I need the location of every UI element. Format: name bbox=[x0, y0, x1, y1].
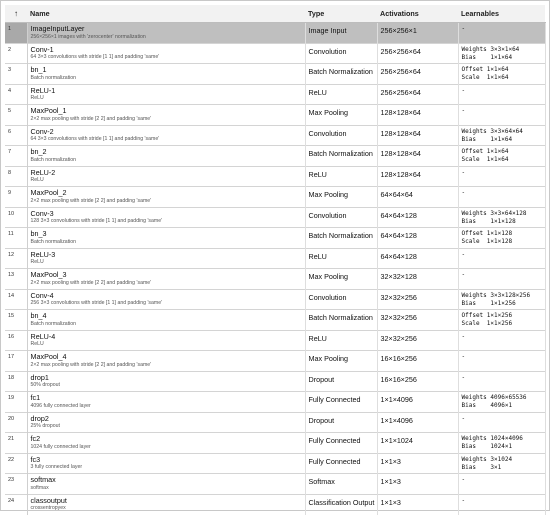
column-header-name[interactable]: Name bbox=[27, 5, 305, 23]
row-index: 19 bbox=[5, 392, 27, 413]
learnable-entry: - bbox=[461, 271, 466, 278]
layer-learnables bbox=[458, 64, 545, 85]
layer-activations: 1×1×3 bbox=[377, 494, 458, 515]
table-row[interactable] bbox=[5, 64, 545, 85]
learnable-entry: Scale 1×1×128 bbox=[461, 238, 513, 245]
table-row[interactable] bbox=[5, 269, 545, 290]
layer-type: Dropout bbox=[305, 412, 377, 433]
layer-activations: 32×32×256 bbox=[377, 310, 458, 331]
layer-learnables bbox=[458, 371, 545, 392]
layer-learnables bbox=[458, 412, 545, 433]
layer-name-cell bbox=[27, 269, 305, 290]
table-row[interactable] bbox=[5, 207, 545, 228]
layer-activations: 16×16×256 bbox=[377, 351, 458, 372]
layer-learnables bbox=[458, 228, 545, 249]
learnable-entry: Bias 1024×1 bbox=[461, 443, 513, 450]
layer-name-cell bbox=[27, 248, 305, 269]
learnable-entry: Offset 1×1×128 bbox=[461, 230, 513, 237]
layer-type: Batch Normalization bbox=[305, 64, 377, 85]
layer-name-cell bbox=[27, 392, 305, 413]
layer-name-cell bbox=[27, 187, 305, 208]
layer-name: bn_1 bbox=[30, 65, 47, 74]
layer-learnables bbox=[458, 453, 545, 474]
layer-name: fc3 bbox=[30, 454, 41, 464]
layer-activations: 16×16×256 bbox=[377, 371, 458, 392]
layer-name-cell bbox=[27, 371, 305, 392]
layer-type: Batch Normalization bbox=[305, 310, 377, 331]
table-row[interactable] bbox=[5, 228, 545, 249]
row-index: 18 bbox=[5, 371, 27, 392]
row-index: 22 bbox=[5, 453, 27, 474]
table-row[interactable] bbox=[5, 433, 545, 454]
row-index: 23 bbox=[5, 474, 27, 495]
learnable-entry: - bbox=[461, 250, 466, 258]
row-index: 17 bbox=[5, 351, 27, 372]
layer-name-cell bbox=[27, 23, 305, 44]
layer-name-cell bbox=[27, 43, 305, 64]
layer-activations: 128×128×64 bbox=[377, 105, 458, 126]
row-index: 15 bbox=[5, 310, 27, 331]
layer-activations: 256×256×64 bbox=[377, 64, 458, 85]
layer-activations: 64×64×64 bbox=[377, 187, 458, 208]
table-row[interactable] bbox=[5, 412, 545, 433]
layer-name: Conv-2 bbox=[30, 126, 54, 136]
layer-type: Fully Connected bbox=[305, 392, 377, 413]
learnable-entry: Bias 1×1×64 bbox=[461, 53, 513, 61]
learnable-entry: Scale 1×1×64 bbox=[461, 156, 509, 163]
layer-activations: 32×32×256 bbox=[377, 289, 458, 310]
layer-activations: 1×1×3 bbox=[377, 474, 458, 495]
layer-type: Softmax bbox=[305, 474, 377, 495]
learnable-entry: - bbox=[461, 189, 466, 196]
table-row[interactable] bbox=[5, 289, 545, 310]
row-index: 11 bbox=[5, 228, 27, 249]
layer-name: MaxPool_3 bbox=[30, 270, 67, 279]
layer-name: drop1 bbox=[30, 372, 49, 382]
learnable-entry: - bbox=[461, 476, 466, 483]
layer-name: drop2 bbox=[30, 413, 49, 423]
layer-learnables bbox=[458, 187, 545, 208]
layer-name-cell bbox=[27, 146, 305, 167]
layer-description: 3 fully connected layer bbox=[30, 464, 83, 470]
layer-name-cell bbox=[27, 494, 305, 515]
learnable-entry: Offset 1×1×64 bbox=[461, 66, 509, 73]
row-index: 14 bbox=[5, 289, 27, 310]
layer-learnables bbox=[458, 494, 545, 515]
layer-type: Max Pooling bbox=[305, 187, 377, 208]
learnable-entry: - bbox=[461, 107, 466, 114]
layer-name-cell bbox=[27, 289, 305, 310]
table-row[interactable] bbox=[5, 371, 545, 392]
learnable-entry: Bias 1×1×256 bbox=[461, 299, 516, 307]
layer-type: Dropout bbox=[305, 371, 377, 392]
layer-type: Convolution bbox=[305, 43, 377, 64]
layer-learnables bbox=[458, 84, 545, 105]
layer-name-cell bbox=[27, 474, 305, 495]
layer-type: Image Input bbox=[305, 23, 377, 44]
layer-type: Batch Normalization bbox=[305, 228, 377, 249]
layer-type: Max Pooling bbox=[305, 351, 377, 372]
layer-type: Fully Connected bbox=[305, 453, 377, 474]
layer-name-cell bbox=[27, 84, 305, 105]
layer-name: bn_2 bbox=[30, 147, 47, 156]
layer-type: Classification Output bbox=[305, 494, 377, 515]
learnable-entry: - bbox=[461, 25, 466, 32]
layer-name-cell bbox=[27, 310, 305, 331]
layer-name: MaxPool_1 bbox=[30, 106, 67, 115]
layer-type: Convolution bbox=[305, 289, 377, 310]
layer-type: ReLU bbox=[305, 84, 377, 105]
layer-name: ReLU-3 bbox=[30, 249, 56, 259]
layer-learnables bbox=[458, 248, 545, 269]
layer-description: 2×2 max pooling with stride [2 2] and padding 'same' bbox=[30, 115, 152, 122]
layer-activations: 1×1×1024 bbox=[377, 433, 458, 454]
table-row[interactable] bbox=[5, 146, 545, 167]
layer-learnables bbox=[458, 310, 545, 331]
learnable-entry: - bbox=[461, 414, 466, 422]
learnable-entry: Scale 1×1×256 bbox=[461, 320, 513, 327]
learnable-entry: Offset 1×1×64 bbox=[461, 148, 509, 155]
learnable-entry: - bbox=[461, 332, 466, 340]
layer-description: ReLU bbox=[30, 95, 44, 101]
layer-name: Conv-1 bbox=[30, 44, 54, 54]
layer-name: MaxPool_4 bbox=[30, 352, 67, 361]
learnable-entry: Weights 3×3×64×64 bbox=[461, 127, 523, 135]
layer-description: 64 3×3 convolutions with stride [1 1] and padding 'same' bbox=[30, 136, 160, 142]
layer-type: Convolution bbox=[305, 125, 377, 146]
layer-description: ReLU bbox=[30, 177, 44, 183]
row-index: 6 bbox=[5, 125, 27, 146]
layer-activations: 64×64×128 bbox=[377, 207, 458, 228]
layer-learnables bbox=[458, 474, 545, 495]
layer-learnables bbox=[458, 146, 545, 167]
layer-name: softmax bbox=[30, 475, 56, 484]
learnable-entry: Weights 3×3×64×128 bbox=[461, 209, 527, 217]
row-index: 4 bbox=[5, 84, 27, 105]
layer-description: Batch normalization bbox=[30, 238, 77, 245]
layer-name: bn_4 bbox=[30, 311, 47, 320]
layer-description: ReLU bbox=[30, 259, 44, 265]
layer-activations: 256×256×64 bbox=[377, 84, 458, 105]
layer-type: Batch Normalization bbox=[305, 146, 377, 167]
row-index: 7 bbox=[5, 146, 27, 167]
layer-activations: 64×64×128 bbox=[377, 248, 458, 269]
column-header-learnables[interactable]: Learnables bbox=[458, 5, 545, 23]
layer-description: 4096 fully connected layer bbox=[30, 402, 91, 409]
row-index: 16 bbox=[5, 330, 27, 351]
layer-name: Conv-4 bbox=[30, 290, 54, 300]
layer-description: 2×2 max pooling with stride [2 2] and padding 'same' bbox=[30, 279, 152, 286]
row-index: 12 bbox=[5, 248, 27, 269]
learnable-entry: Weights 1024×4096 bbox=[461, 435, 523, 442]
table-row[interactable] bbox=[5, 84, 545, 105]
layer-name-cell bbox=[27, 330, 305, 351]
row-index: 24 bbox=[5, 494, 27, 515]
layer-learnables bbox=[458, 392, 545, 413]
learnable-entry: Scale 1×1×64 bbox=[461, 74, 509, 81]
learnable-entry: - bbox=[461, 353, 466, 360]
row-index: 20 bbox=[5, 412, 27, 433]
layer-activations: 1×1×4096 bbox=[377, 412, 458, 433]
layer-name: ReLU-2 bbox=[30, 167, 56, 177]
row-index: 13 bbox=[5, 269, 27, 290]
layer-description: 50% dropout bbox=[30, 382, 60, 388]
table-row[interactable] bbox=[5, 392, 545, 413]
learnable-entry: Weights 3×1024 bbox=[461, 455, 513, 463]
learnable-entry: Weights 3×3×128×256 bbox=[461, 291, 531, 299]
layer-activations: 1×1×4096 bbox=[377, 392, 458, 413]
layer-type: ReLU bbox=[305, 248, 377, 269]
row-index: 21 bbox=[5, 433, 27, 454]
layer-name-cell bbox=[27, 105, 305, 126]
layer-description: softmax bbox=[30, 484, 49, 491]
layer-learnables bbox=[458, 433, 545, 454]
layer-description: 25% dropout bbox=[30, 423, 60, 429]
layer-description: 1024 fully connected layer bbox=[30, 443, 91, 450]
row-index: 2 bbox=[5, 43, 27, 64]
layer-description: 256 3×3 convolutions with stride [1 1] and padding 'same' bbox=[30, 300, 163, 306]
learnable-entry: Weights 3×3×1×64 bbox=[461, 45, 520, 53]
layer-learnables bbox=[458, 207, 545, 228]
row-index: 3 bbox=[5, 64, 27, 85]
layer-activations: 32×32×256 bbox=[377, 330, 458, 351]
layer-description: 2×2 max pooling with stride [2 2] and padding 'same' bbox=[30, 361, 152, 368]
table-row[interactable] bbox=[5, 474, 545, 495]
table-row[interactable] bbox=[5, 330, 545, 351]
table-row[interactable] bbox=[5, 166, 545, 187]
layer-learnables bbox=[458, 166, 545, 187]
layer-name: fc1 bbox=[30, 393, 41, 402]
learnable-entry: Weights 4096×65536 bbox=[461, 394, 527, 401]
layer-learnables bbox=[458, 43, 545, 64]
layer-name-cell bbox=[27, 453, 305, 474]
layer-activations: 128×128×64 bbox=[377, 146, 458, 167]
layer-description: ReLU bbox=[30, 341, 44, 347]
row-index: 1 bbox=[5, 23, 27, 44]
learnable-entry: Bias 1×1×64 bbox=[461, 135, 513, 143]
layer-activations: 32×32×128 bbox=[377, 269, 458, 290]
layer-learnables bbox=[458, 351, 545, 372]
layer-name: Conv-3 bbox=[30, 208, 54, 218]
table-row[interactable] bbox=[5, 248, 545, 269]
layer-learnables bbox=[458, 23, 545, 44]
layer-type: Max Pooling bbox=[305, 105, 377, 126]
layer-type: ReLU bbox=[305, 166, 377, 187]
column-header-activations[interactable]: Activations bbox=[377, 5, 458, 23]
learnable-entry: Bias 4096×1 bbox=[461, 402, 513, 409]
layer-name-cell bbox=[27, 207, 305, 228]
layer-name: ReLU-1 bbox=[30, 85, 56, 95]
layer-activations: 1×1×3 bbox=[377, 453, 458, 474]
learnable-entry: Offset 1×1×256 bbox=[461, 312, 513, 319]
layer-table bbox=[5, 5, 546, 515]
layer-type: ReLU bbox=[305, 330, 377, 351]
layer-type: Convolution bbox=[305, 207, 377, 228]
learnable-entry: - bbox=[461, 373, 466, 381]
layer-description: 128 3×3 convolutions with stride [1 1] and padding 'same' bbox=[30, 218, 163, 224]
layer-learnables bbox=[458, 105, 545, 126]
table-row[interactable] bbox=[5, 310, 545, 331]
layer-description: Batch normalization bbox=[30, 320, 77, 327]
table-row[interactable] bbox=[5, 125, 545, 146]
layer-activations: 256×256×1 bbox=[377, 23, 458, 44]
table-row[interactable] bbox=[5, 494, 545, 515]
row-index: 10 bbox=[5, 207, 27, 228]
layer-description: Batch normalization bbox=[30, 74, 77, 81]
layer-name-cell bbox=[27, 125, 305, 146]
table-row[interactable] bbox=[5, 351, 545, 372]
column-header-type[interactable]: Type bbox=[305, 5, 377, 23]
layer-description: crossentropyex bbox=[30, 505, 66, 511]
table-row[interactable] bbox=[5, 43, 545, 64]
table-row[interactable] bbox=[5, 23, 545, 44]
layer-type: Max Pooling bbox=[305, 269, 377, 290]
layer-learnables bbox=[458, 330, 545, 351]
layer-name: fc2 bbox=[30, 434, 41, 443]
layer-description: 2×2 max pooling with stride [2 2] and padding 'same' bbox=[30, 197, 152, 204]
row-index: 5 bbox=[5, 105, 27, 126]
learnable-entry: - bbox=[461, 496, 466, 504]
layer-name: ImageInputLayer bbox=[30, 24, 85, 33]
layer-learnables bbox=[458, 125, 545, 146]
layer-description: 64 3×3 convolutions with stride [1 1] and padding 'same' bbox=[30, 54, 160, 60]
layer-name: ReLU-4 bbox=[30, 331, 56, 341]
layer-learnables bbox=[458, 269, 545, 290]
layer-activations: 128×128×64 bbox=[377, 166, 458, 187]
table-header-row bbox=[5, 5, 545, 23]
table-row[interactable] bbox=[5, 187, 545, 208]
table-row[interactable] bbox=[5, 453, 545, 474]
layer-description: Batch normalization bbox=[30, 156, 77, 163]
row-index: 8 bbox=[5, 166, 27, 187]
layer-activations: 128×128×64 bbox=[377, 125, 458, 146]
layer-name-cell bbox=[27, 228, 305, 249]
layer-name: classoutput bbox=[30, 495, 67, 505]
layer-name-cell bbox=[27, 433, 305, 454]
layer-name: MaxPool_2 bbox=[30, 188, 67, 197]
row-index: 9 bbox=[5, 187, 27, 208]
sort-arrow-icon[interactable]: ↑ bbox=[5, 5, 27, 23]
layer-name-cell bbox=[27, 166, 305, 187]
layer-name-cell bbox=[27, 412, 305, 433]
layer-name-cell bbox=[27, 64, 305, 85]
learnable-entry: Bias 1×1×128 bbox=[461, 217, 516, 225]
learnable-entry: Bias 3×1 bbox=[461, 463, 502, 471]
learnable-entry: - bbox=[461, 168, 466, 176]
layer-activations: 256×256×64 bbox=[377, 43, 458, 64]
layer-name-cell bbox=[27, 351, 305, 372]
layer-description: 256×256×1 images with 'zerocenter' normalization bbox=[30, 33, 146, 40]
table-row[interactable] bbox=[5, 105, 545, 126]
layer-activations: 64×64×128 bbox=[377, 228, 458, 249]
layer-type: Fully Connected bbox=[305, 433, 377, 454]
layer-learnables bbox=[458, 289, 545, 310]
learnable-entry: - bbox=[461, 86, 466, 94]
layer-name: bn_3 bbox=[30, 229, 47, 238]
